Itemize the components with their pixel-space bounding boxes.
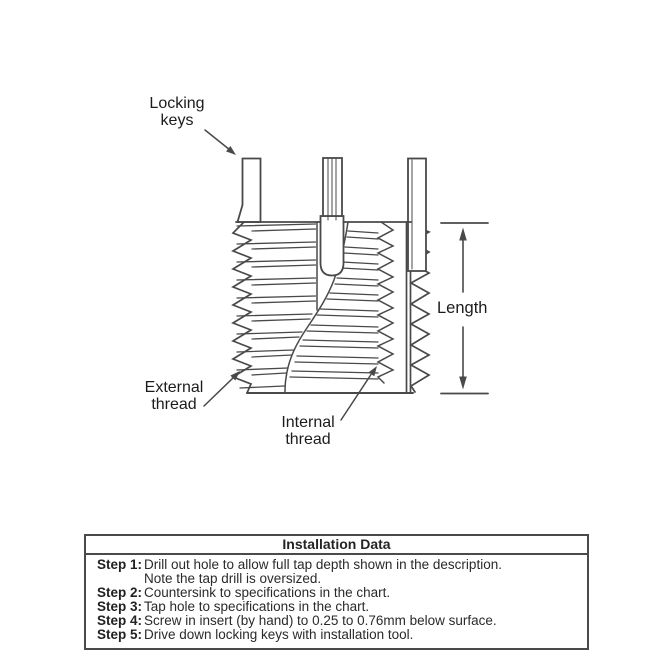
step-label (97, 572, 144, 586)
installation-step-row (97, 558, 583, 572)
arrow-up-icon (459, 228, 467, 241)
step-label: Step 2: (97, 584, 143, 600)
installation-data-title: Installation Data (86, 536, 587, 555)
step-text: Drill out hole to allow full tap depth shown in the description. (144, 557, 502, 572)
installation-step-row (97, 600, 583, 614)
step-text: Screw in insert (by hand) to 0.25 to 0.76mm below surface. (144, 612, 497, 628)
step-text: Drive down locking keys with installation tool. (144, 626, 414, 642)
step-label: Step 3: (97, 598, 143, 614)
locking-key-right (408, 159, 426, 272)
step-label: Step 1: (97, 557, 143, 572)
length-label: Length (437, 299, 488, 317)
arrowhead-internal-thread (369, 366, 378, 376)
locking-keys-label: Locking keys (149, 95, 205, 129)
external-thread-profile (233, 222, 251, 393)
step-text: Countersink to specifications in the chart. (144, 584, 391, 600)
installation-step-row (97, 628, 583, 642)
external-thread-hatching (237, 224, 316, 388)
installation-steps (86, 555, 587, 641)
installation-data-table (84, 534, 589, 650)
step-text: Tap hole to specifications in the chart. (144, 598, 370, 614)
installation-step-row (97, 614, 583, 628)
arrow-down-icon (459, 377, 467, 390)
locking-key-middle (321, 158, 344, 276)
step-label: Step 5: (97, 626, 143, 642)
step-text: Note the tap drill is oversized. (144, 570, 322, 586)
external-thread-label: External thread (144, 379, 204, 413)
step-label: Step 4: (97, 612, 143, 628)
internal-thread-label: Internal thread (281, 414, 335, 448)
installation-step-row (97, 572, 583, 586)
installation-step-row (97, 586, 583, 600)
internal-thread-profile (378, 222, 393, 383)
locking-key-left (238, 159, 261, 223)
